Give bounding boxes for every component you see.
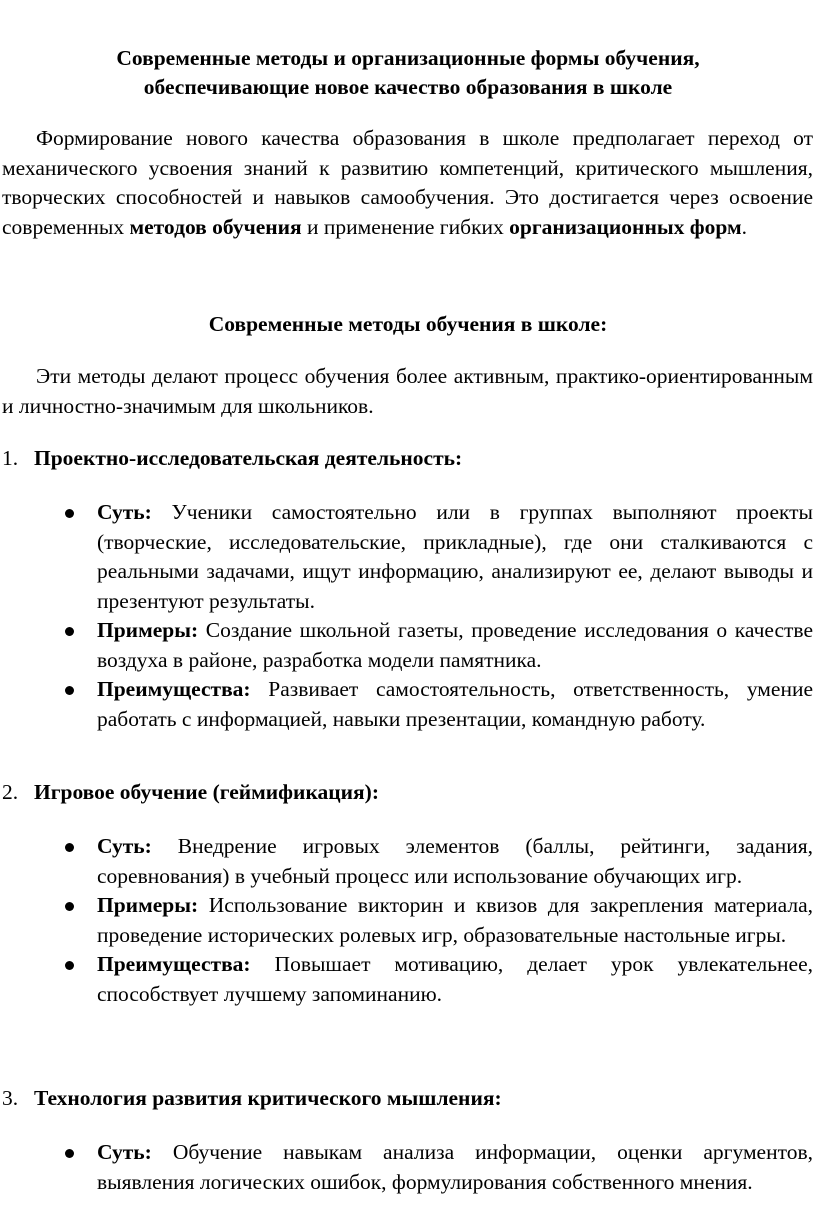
list-item xyxy=(0,832,813,891)
title-line-1: Современные методы и организационные формы обучения, xyxy=(116,46,700,70)
list-item xyxy=(0,616,813,675)
section-title: Проектно-исследовательская деятельность: xyxy=(34,446,463,470)
methods-heading: Современные методы обучения в школе: xyxy=(208,312,608,336)
bullet-text: Использование викторин и квизов для закрепления материала, проведение исторических ролевых игр, образовательные настольные игры. xyxy=(97,893,813,947)
section-number: 2. xyxy=(2,780,19,804)
bullet-label: Примеры: xyxy=(97,618,199,642)
intro-paragraph xyxy=(2,124,813,242)
bullet-label: Суть: xyxy=(97,500,152,524)
bullet-icon xyxy=(65,686,74,695)
intro-bold-methods: методов обучения xyxy=(129,214,302,239)
bullet-label: Преимущества: xyxy=(97,677,251,701)
bullet-icon xyxy=(65,509,74,518)
section-title: Игровое обучение (геймификация): xyxy=(34,780,379,804)
bullet-label: Суть: xyxy=(97,1140,152,1164)
intro-bold-forms: организационных форм xyxy=(509,214,742,239)
intro-text-3: . xyxy=(741,214,748,239)
bullet-text: Обучение навыкам анализа информации, оценки аргументов, выявления логических ошибок, формулирования собственного мнения. xyxy=(97,1140,813,1194)
bullet-label: Примеры: xyxy=(97,893,199,917)
bullet-text: Повышает мотивацию, делает урок увлекательнее, способствует лучшему запоминанию. xyxy=(97,952,813,1006)
intro-text-1: Формирование нового качества образования в школе предполагает переход от механического усвоения знаний к развитию компетенций, критического мышления, творческих способностей и навыков самообучения. Это достигается через освоение современных xyxy=(2,126,813,239)
bullet-list xyxy=(0,1138,816,1197)
bullet-text: Внедрение игровых элементов (баллы, рейтинги, задания, соревнования) в учебный процесс или использование обучающих игр. xyxy=(97,834,813,888)
bullet-icon xyxy=(65,961,74,970)
section-title: Технология развития критического мышления: xyxy=(34,1086,502,1110)
document-title xyxy=(0,44,816,102)
section-number: 1. xyxy=(2,446,19,470)
methods-intro-text: Эти методы делают процесс обучения более активным, практико-ориентированным и личностно-значимым для школьников. xyxy=(2,364,813,418)
bullet-icon xyxy=(65,902,74,911)
list-item xyxy=(0,675,813,734)
list-item xyxy=(0,498,813,616)
list-item xyxy=(0,950,813,1009)
intro-text-2: и применение гибких xyxy=(301,214,510,239)
bullet-text: Ученики самостоятельно или в группах выполняют проекты (творческие, исследовательские, прикладные), где они сталкиваются с реальными задачами, ищут информацию, анализируют ее, делают выводы и презентуют результаты. xyxy=(97,500,813,613)
bullet-text: Создание школьной газеты, проведение исследования о качестве воздуха в районе, разработка модели памятника. xyxy=(97,618,813,672)
methods-intro-paragraph xyxy=(2,362,813,421)
section-heading xyxy=(2,444,462,474)
bullet-list xyxy=(0,498,816,734)
bullet-label: Суть: xyxy=(97,834,152,858)
title-line-2: обеспечивающие новое качество образования в школе xyxy=(143,75,673,99)
section-heading xyxy=(2,778,379,808)
list-item xyxy=(0,1138,813,1197)
list-item xyxy=(0,891,813,950)
section-number: 3. xyxy=(2,1086,19,1110)
bullet-label: Преимущества: xyxy=(97,952,251,976)
section-heading xyxy=(2,1084,502,1114)
bullet-icon xyxy=(65,843,74,852)
bullet-icon xyxy=(65,627,74,636)
bullet-list xyxy=(0,832,816,1009)
bullet-icon xyxy=(65,1149,74,1158)
bullet-text: Развивает самостоятельность, ответственность, умение работать с информацией, навыки презентации, командную работу. xyxy=(97,677,813,731)
